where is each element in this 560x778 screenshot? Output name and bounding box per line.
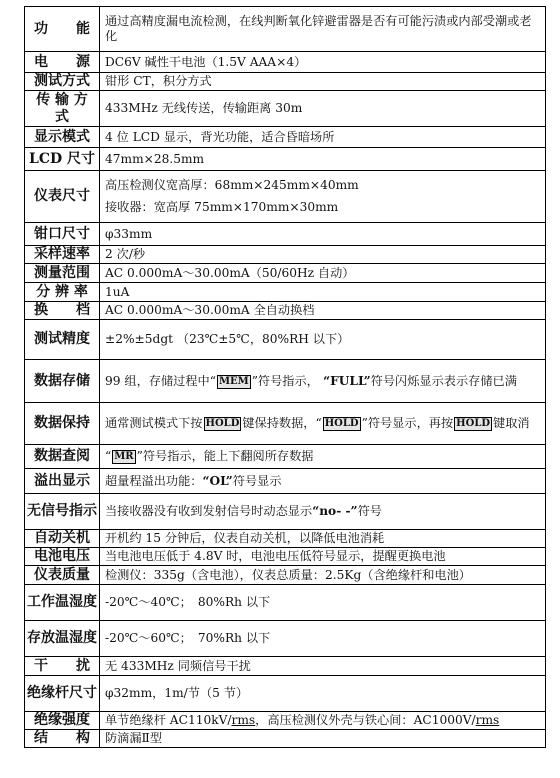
row-data-storage <box>25 360 546 403</box>
row-label: 换 档 <box>25 302 100 320</box>
row-label: 数据保持 <box>25 403 100 445</box>
row-value: 1uA <box>100 283 546 302</box>
row-value: 防滴漏Ⅱ型 <box>100 730 546 748</box>
mem-symbol: MEM <box>218 375 249 387</box>
no-signal-symbol: “no- -” <box>312 504 358 518</box>
row-jaw-size <box>25 223 546 246</box>
row-value <box>100 171 546 223</box>
row-value: AC 0.000mA～30.00mA 全自动换档 <box>100 302 546 320</box>
row-insulation <box>25 712 546 730</box>
row-label: 数据存储 <box>25 360 100 403</box>
row-label: 分 辨 率 <box>25 283 100 302</box>
text-part: ”符号指示， <box>251 373 319 388</box>
row-storage-env <box>25 621 546 657</box>
row-label: 测试方式 <box>25 73 100 91</box>
hold-key: HOLD <box>205 418 240 429</box>
row-value-line: 高压检测仪宽高厚：68mm×245mm×40mm <box>105 178 359 192</box>
text-part: 单节绝缘杆 AC110kV/ <box>105 713 232 727</box>
row-no-signal <box>25 494 546 530</box>
row-label: 溢出显示 <box>25 469 100 494</box>
row-label: 仪表质量 <box>25 566 100 585</box>
text-part: 符号闪烁显示表示存储已满 <box>370 373 517 388</box>
row-work-env <box>25 585 546 621</box>
row-label: 干 扰 <box>25 657 100 676</box>
row-weight <box>25 566 546 585</box>
row-auto-off <box>25 530 546 548</box>
spec-table <box>24 6 546 748</box>
row-value: 通过高精度漏电流检测，在线判断氧化锌避雷器是否有可能污渍或内部受潮或老化 <box>100 7 546 52</box>
row-accuracy <box>25 320 546 360</box>
row-display <box>25 127 546 148</box>
row-value: 4 位 LCD 显示，背光功能，适合昏暗场所 <box>100 127 546 148</box>
row-rod-size <box>25 676 546 712</box>
row-value: ±2%±5dgt （23℃±5℃，80%RH 以下） <box>100 320 546 360</box>
row-value: 当电池电压低于 4.8V 时，电池电压低符号显示，提醒更换电池 <box>100 548 546 566</box>
row-value: 钳形 CT，积分方式 <box>100 73 546 91</box>
row-value: 2 次/秒 <box>100 246 546 264</box>
row-sampling-rate <box>25 246 546 264</box>
text-part: 超量程溢出功能： <box>105 473 203 488</box>
row-label: 测试精度 <box>25 320 100 360</box>
row-label: 传 输 方 式 <box>25 91 100 127</box>
row-transmission <box>25 91 546 127</box>
row-range-switch <box>25 302 546 320</box>
hold-key: HOLD <box>456 418 491 429</box>
row-lcd-size <box>25 148 546 171</box>
row-label: 电 源 <box>25 52 100 73</box>
row-label: 数据查阅 <box>25 445 100 469</box>
row-value: 检测仪：335g（含电池），仪表总质量：2.5Kg（含绝缘杆和电池） <box>100 566 546 585</box>
row-interference <box>25 657 546 676</box>
row-value: -20℃～60℃； 70%Rh 以下 <box>100 621 546 657</box>
text-part: “ <box>105 449 112 463</box>
text-part: 键保持数据，“ <box>242 416 322 430</box>
row-label: 绝缘杆尺寸 <box>25 676 100 712</box>
row-label: 功 能 <box>25 7 100 52</box>
row-resolution <box>25 283 546 302</box>
row-value: 47mm×28.5mm <box>100 148 546 171</box>
row-label: 存放温湿度 <box>25 621 100 657</box>
row-value: 433MHz 无线传送，传输距离 30m <box>100 91 546 127</box>
row-value: DC6V 碱性干电池（1.5V AAA×4） <box>100 52 546 73</box>
text-part: 99 组，存储过程中 <box>105 373 210 388</box>
row-label: 电池电压 <box>25 548 100 566</box>
text-part: “ <box>209 373 216 388</box>
row-value: φ33mm <box>100 223 546 246</box>
full-symbol: “FULL” <box>318 373 371 388</box>
row-value <box>100 712 546 730</box>
row-value: AC 0.000mA～30.00mA（50/60Hz 自动） <box>100 264 546 283</box>
row-label: LCD 尺寸 <box>25 148 100 171</box>
row-data-review <box>25 445 546 469</box>
row-label: 测量范围 <box>25 264 100 283</box>
text-part: ”符号指示，能上下翻阅所存数据 <box>136 449 314 463</box>
rms-unit: rms <box>231 713 256 727</box>
text-part: ，高压检测仪外壳与铁心间：AC1000V/ <box>255 713 476 727</box>
row-value-line: 接收器：宽高厚 75mm×170mm×30mm <box>105 200 339 214</box>
row-structure <box>25 730 546 748</box>
row-label: 采样速率 <box>25 246 100 264</box>
row-function <box>25 7 546 52</box>
mr-symbol: MR <box>114 451 134 462</box>
row-battery-voltage <box>25 548 546 566</box>
row-value <box>100 403 546 445</box>
row-instrument-size <box>25 171 546 223</box>
ol-symbol: “OL” <box>202 473 233 488</box>
row-value: 无 433MHz 同频信号干扰 <box>100 657 546 676</box>
text-part: 符号显示 <box>232 473 282 488</box>
text-part: 符号 <box>357 504 382 518</box>
row-value: φ32mm，1m/节（5 节） <box>100 676 546 712</box>
row-value <box>100 445 546 469</box>
row-value: -20℃～40℃； 80%Rh 以下 <box>100 585 546 621</box>
row-test-mode <box>25 73 546 91</box>
text-part: 键取消 <box>493 416 530 430</box>
rms-unit: rms <box>475 713 500 727</box>
row-label: 钳口尺寸 <box>25 223 100 246</box>
row-label: 结 构 <box>25 730 100 748</box>
row-overflow <box>25 469 546 494</box>
row-label: 工作温湿度 <box>25 585 100 621</box>
row-data-hold <box>25 403 546 445</box>
row-label: 绝缘强度 <box>25 712 100 730</box>
text-part: 通常测试模式下按 <box>105 416 203 430</box>
row-label: 显示模式 <box>25 127 100 148</box>
text-part: ”符号显示，再按 <box>361 416 454 430</box>
row-value <box>100 360 546 403</box>
row-value <box>100 469 546 494</box>
row-measure-range <box>25 264 546 283</box>
row-value <box>100 494 546 530</box>
row-power <box>25 52 546 73</box>
text-part: 当接收器没有收到发射信号时动态显示 <box>105 504 313 518</box>
hold-symbol: HOLD <box>324 418 359 429</box>
row-label: 无信号指示 <box>25 494 100 530</box>
row-label: 自动关机 <box>25 530 100 548</box>
row-value: 开机约 15 分钟后，仪表自动关机，以降低电池消耗 <box>100 530 546 548</box>
row-label: 仪表尺寸 <box>25 171 100 223</box>
